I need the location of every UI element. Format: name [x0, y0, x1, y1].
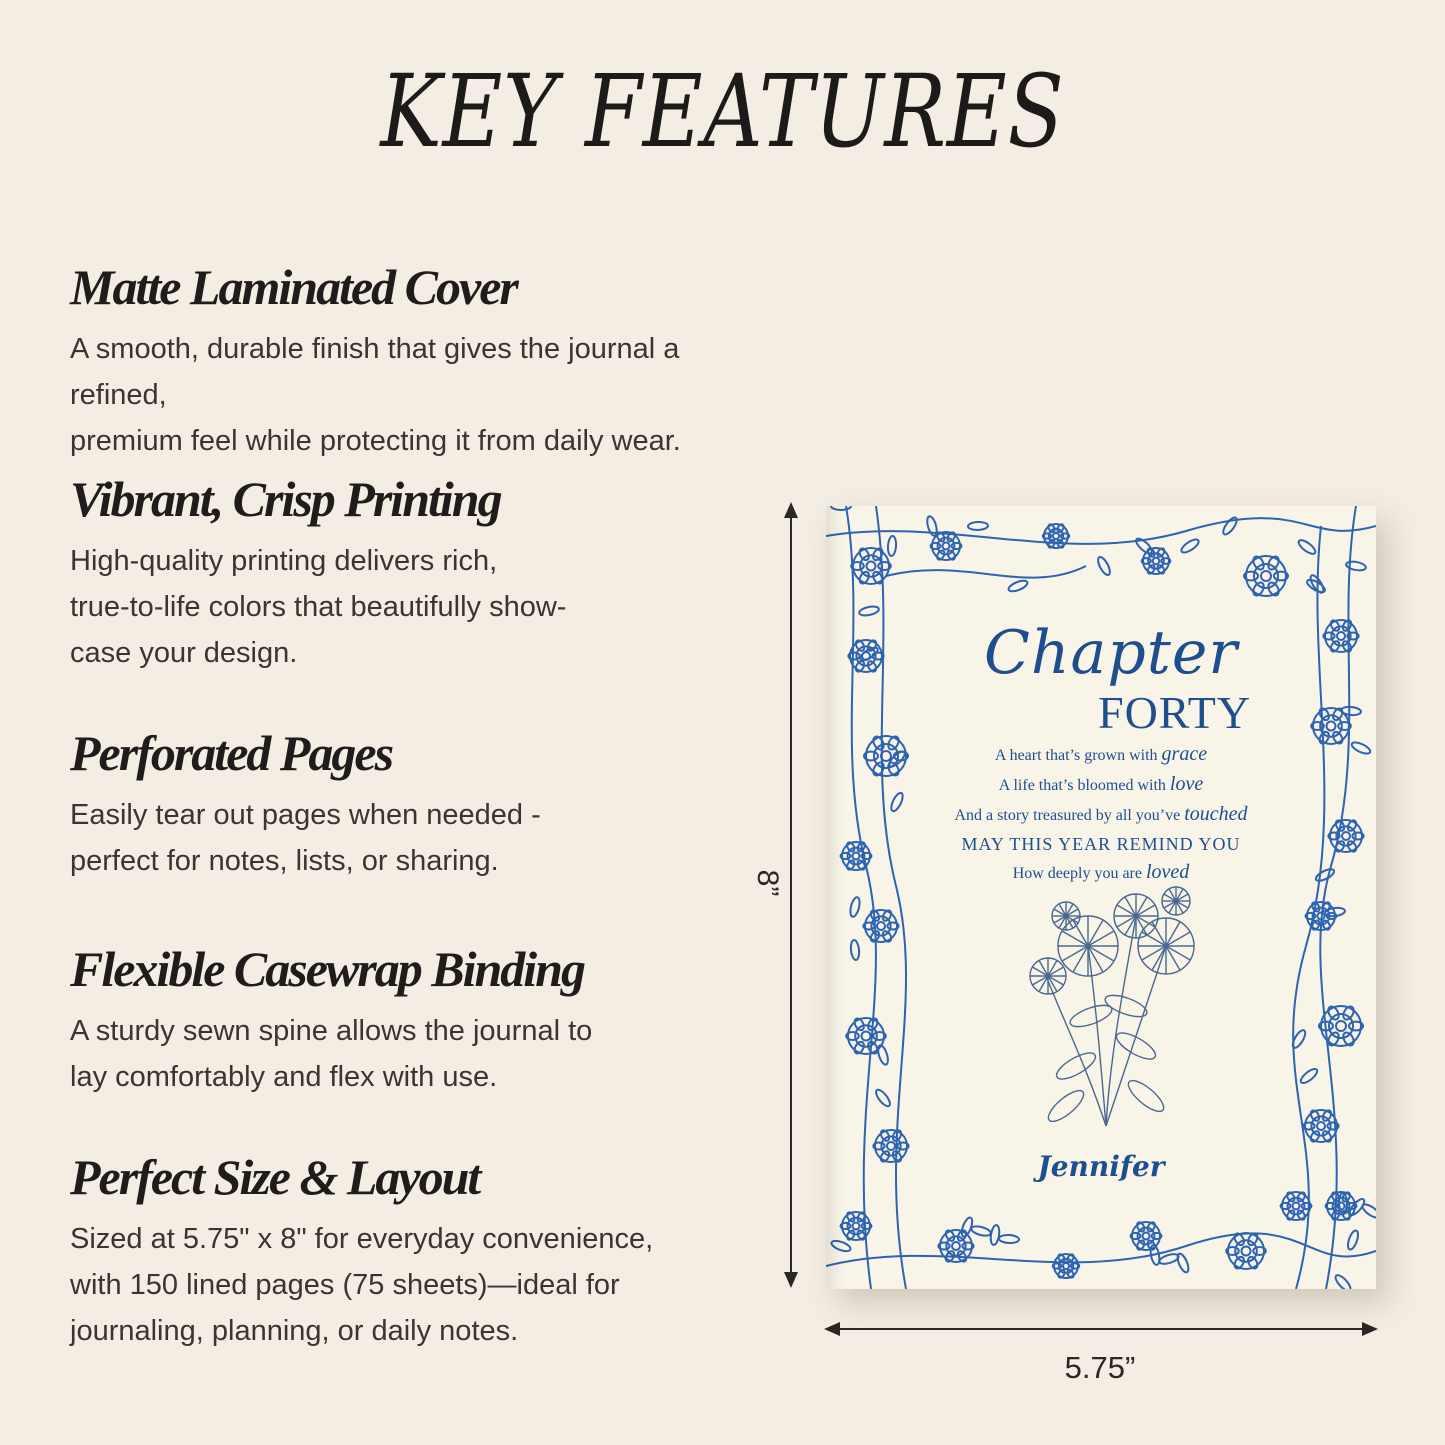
floral-ornament — [932, 532, 960, 560]
floral-ornament — [1053, 533, 1059, 539]
floral-ornament — [1293, 1203, 1300, 1210]
page-title: KEY FEATURES — [380, 53, 1065, 170]
height-dimension-line — [790, 508, 792, 1284]
floral-ornament — [1341, 1031, 1356, 1048]
feature-description: A smooth, durable finish that gives the journal a refined, premium feel while protecting it from daily wear. — [70, 333, 681, 457]
height-label: 8” — [751, 869, 784, 897]
arrow-down-icon — [784, 1272, 798, 1288]
floral-ornament — [853, 548, 889, 584]
width-dimension-line — [832, 1328, 1368, 1330]
floral-ornament — [1337, 632, 1345, 640]
floral-ornament — [1175, 1252, 1190, 1274]
floral-ornament — [943, 543, 950, 550]
poem-line: A life that’s bloomed with love — [998, 773, 1204, 795]
floral-ornament — [858, 605, 879, 617]
floral-ornament — [1305, 578, 1326, 595]
poem-line: How deeply you are loved — [1012, 861, 1190, 883]
bouquet-ornament — [1068, 1001, 1115, 1031]
floral-ornament — [853, 1223, 860, 1230]
feature-heading: Matte Laminated Cover — [70, 259, 517, 315]
floral-ornament — [1341, 1005, 1356, 1022]
floral-ornament — [826, 1233, 1376, 1266]
bouquet-ornament — [1046, 976, 1106, 1126]
feature-heading: Perfect Size & Layout — [70, 1149, 480, 1205]
feature-description: High-quality printing delivers rich, true-to-life colors that beautifully show- case your design. — [70, 545, 567, 669]
floral-ornament — [1321, 1006, 1361, 1046]
floral-ornament — [1063, 1263, 1069, 1269]
floral-ornament — [887, 536, 896, 557]
arrow-right-icon — [1362, 1322, 1378, 1336]
floral-ornament — [1242, 1247, 1251, 1256]
feature-description: Easily tear out pages when needed - perfect for notes, lists, or sharing. — [70, 799, 541, 877]
feature-perforated-pages — [70, 725, 770, 884]
floral-ornament — [1246, 556, 1286, 596]
floral-ornament — [1317, 1122, 1325, 1130]
floral-ornament — [968, 522, 988, 531]
floral-ornament — [1261, 571, 1271, 581]
floral-ornament — [1305, 1110, 1337, 1142]
floral-ornament — [886, 566, 1086, 578]
feature-printing — [70, 471, 770, 676]
floral-ornament — [1326, 1031, 1341, 1048]
floral-ornament — [826, 518, 1376, 544]
floral-ornament — [1299, 1067, 1320, 1086]
feature-description: A sturdy sewn spine allows the journal to lay comfortably and flex with use. — [70, 1015, 593, 1093]
floral-ornament — [1096, 555, 1112, 576]
floral-ornament — [1266, 581, 1281, 598]
floral-ornament — [1007, 579, 1029, 594]
floral-ornament — [1297, 538, 1318, 556]
floral-ornament — [1143, 1233, 1150, 1240]
floral-ornament — [1326, 1005, 1341, 1022]
floral-ornament — [850, 940, 860, 961]
feature-size-layout — [70, 1149, 770, 1354]
cover-poem — [826, 740, 1376, 888]
feature-heading: Flexible Casewrap Binding — [70, 941, 584, 997]
floral-ornament — [876, 1044, 890, 1065]
feature-heading: Perforated Pages — [70, 725, 393, 781]
arrow-left-icon — [824, 1322, 840, 1336]
floral-ornament — [849, 896, 862, 917]
feature-binding — [70, 941, 770, 1100]
floral-ornament — [862, 1032, 871, 1041]
arrow-up-icon — [784, 502, 798, 518]
floral-ornament — [867, 562, 876, 571]
journal-cover-image — [826, 506, 1376, 1289]
floral-ornament — [925, 515, 938, 536]
floral-ornament — [1221, 516, 1239, 537]
feature-heading: Vibrant, Crisp Printing — [70, 471, 501, 527]
floral-ornament — [1266, 555, 1281, 572]
floral-ornament — [1325, 620, 1357, 652]
cover-name: Jennifer — [1037, 1150, 1165, 1183]
floral-ornament — [1251, 581, 1266, 598]
floral-ornament — [952, 1242, 960, 1250]
floral-ornament — [865, 910, 897, 942]
bouquet-ornament — [1044, 1086, 1088, 1127]
floral-ornament — [1158, 1252, 1179, 1265]
poem-line: And a story treasured by all you’ve touched — [954, 803, 1248, 825]
floral-ornament — [1153, 558, 1160, 565]
floral-ornament — [850, 640, 882, 672]
bouquet-ornament — [1103, 991, 1150, 1021]
floral-ornament — [1251, 555, 1266, 572]
bouquet-ornament — [1053, 1048, 1099, 1084]
floral-ornament — [999, 1234, 1019, 1243]
floral-ornament — [877, 922, 885, 930]
floral-ornament — [1333, 1273, 1352, 1289]
feature-matte-cover — [70, 259, 770, 464]
floral-ornament — [1361, 1202, 1376, 1220]
bouquet-ornament — [1113, 1028, 1159, 1064]
floral-ornament — [887, 1142, 895, 1150]
floral-ornament — [1282, 1192, 1310, 1220]
floral-ornament — [1336, 1021, 1346, 1031]
floral-ornament — [1327, 722, 1336, 731]
feature-description: Sized at 5.75" x 8" for everyday convenience, with 150 lined pages (75 sheets)—ideal for journaling, planning, or daily notes. — [70, 1223, 654, 1347]
floral-ornament — [1228, 1233, 1264, 1269]
floral-ornament — [970, 1225, 991, 1238]
floral-ornament — [1179, 537, 1200, 555]
floral-ornament — [989, 1224, 1000, 1245]
floral-ornament — [1346, 1229, 1360, 1251]
poem-line: A heart that’s grown with grace — [994, 743, 1208, 765]
cover-title-script: Chapter — [984, 618, 1239, 688]
floral-ornament — [874, 1088, 893, 1109]
cover-title-main: FORTY — [1098, 687, 1252, 738]
bouquet-ornament — [1106, 916, 1136, 1126]
poem-line: MAY THIS YEAR REMIND YOU — [961, 834, 1241, 854]
width-label: 5.75” — [1064, 1350, 1136, 1385]
bouquet-ornament — [1124, 1076, 1168, 1117]
